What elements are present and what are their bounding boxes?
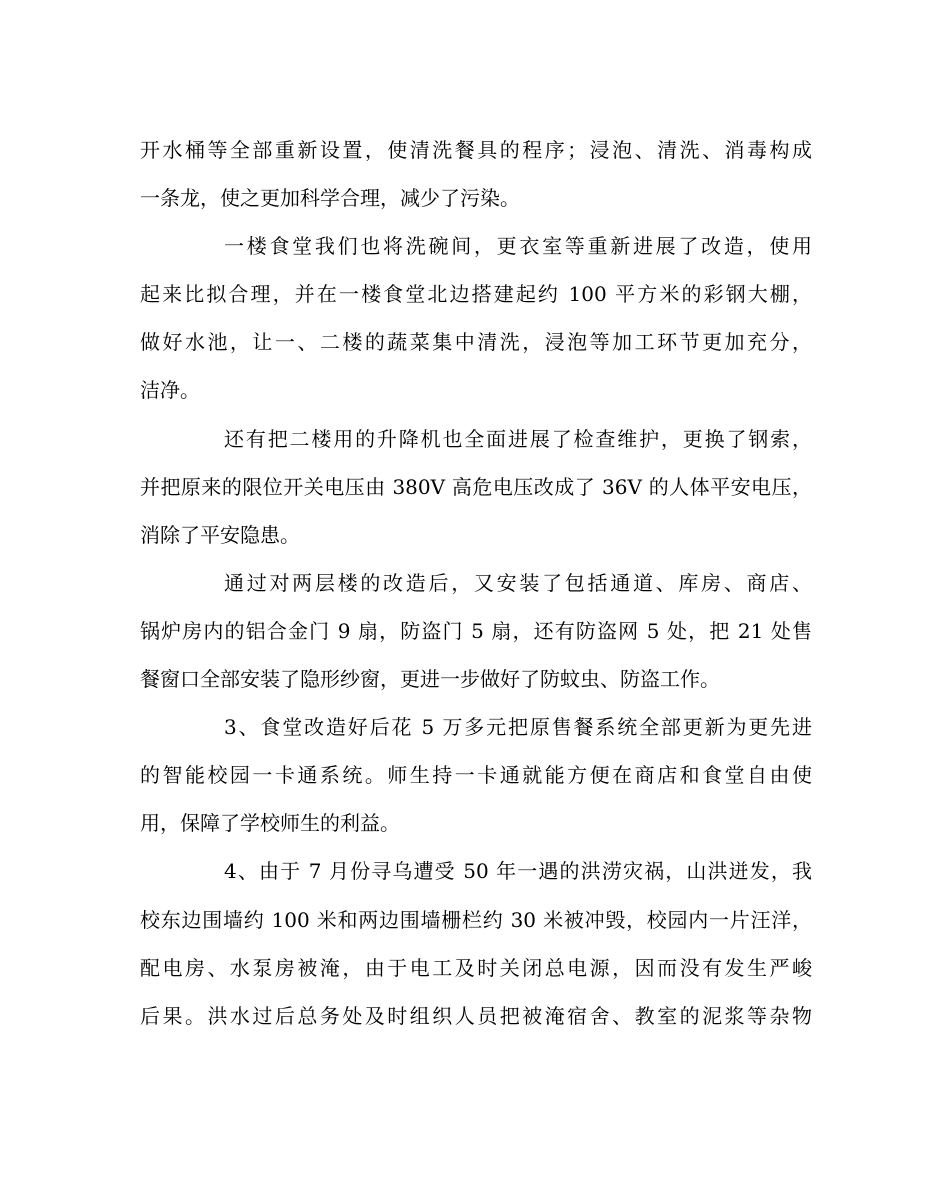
text-line: 消除了平安隐患。 bbox=[140, 522, 300, 547]
text-line: 做好水池，让一、二楼的蔬菜集中清洗，浸泡等加工环节更加充分， bbox=[140, 330, 812, 355]
text-line: 起来比拟合理，并在一楼食堂北边搭建起约 100 平方米的彩钢大棚， bbox=[140, 282, 812, 307]
text-line: 的智能校园一卡通系统。师生持一卡通就能方便在商店和食堂自由使 bbox=[140, 763, 812, 788]
text-line: 校东边围墙约 100 米和两边围墙栅栏约 30 米被冲毁，校园内一片汪洋， bbox=[140, 907, 812, 932]
text-line: 用，保障了学校师生的利益。 bbox=[140, 811, 400, 836]
paragraph-first-line: 一楼食堂我们也将洗碗间，更衣室等重新进展了改造，使用 bbox=[224, 234, 812, 259]
text-line: 并把原来的限位开关电压由 380V 高危电压改成了 36V 的人体平安电压， bbox=[140, 474, 812, 499]
text-line: 锅炉房内的铝合金门 9 扇，防盗门 5 扇，还有防盗网 5 处，把 21 处售 bbox=[140, 618, 812, 643]
paragraph-first-line: 还有把二楼用的升降机也全面进展了检查维护，更换了钢索， bbox=[224, 426, 812, 451]
paragraph-first-line: 4、由于 7 月份寻乌遭受 50 年一遇的洪涝灾祸，山洪迸发，我 bbox=[224, 859, 812, 884]
text-line: 洁净。 bbox=[140, 378, 200, 403]
text-line: 餐窗口全部安装了隐形纱窗，更进一步做好了防蚊虫、防盗工作。 bbox=[140, 667, 720, 692]
text-line: 一条龙，使之更加科学合理，减少了污染。 bbox=[140, 186, 520, 211]
document-body bbox=[140, 126, 812, 1040]
paragraph-first-line: 3、食堂改造好后花 5 万多元把原售餐系统全部更新为更先进 bbox=[224, 715, 812, 740]
text-line: 开水桶等全部重新设置，使清洗餐具的程序；浸泡、清洗、消毒构成 bbox=[140, 138, 812, 162]
text-line: 配电房、水泵房被淹，由于电工及时关闭总电源，因而没有发生严峻 bbox=[140, 955, 812, 980]
text-line: 后果。洪水过后总务处及时组织人员把被淹宿舍、教室的泥浆等杂物 bbox=[140, 1003, 812, 1028]
paragraph-first-line: 通过对两层楼的改造后，又安装了包括通道、库房、商店、 bbox=[224, 570, 812, 595]
